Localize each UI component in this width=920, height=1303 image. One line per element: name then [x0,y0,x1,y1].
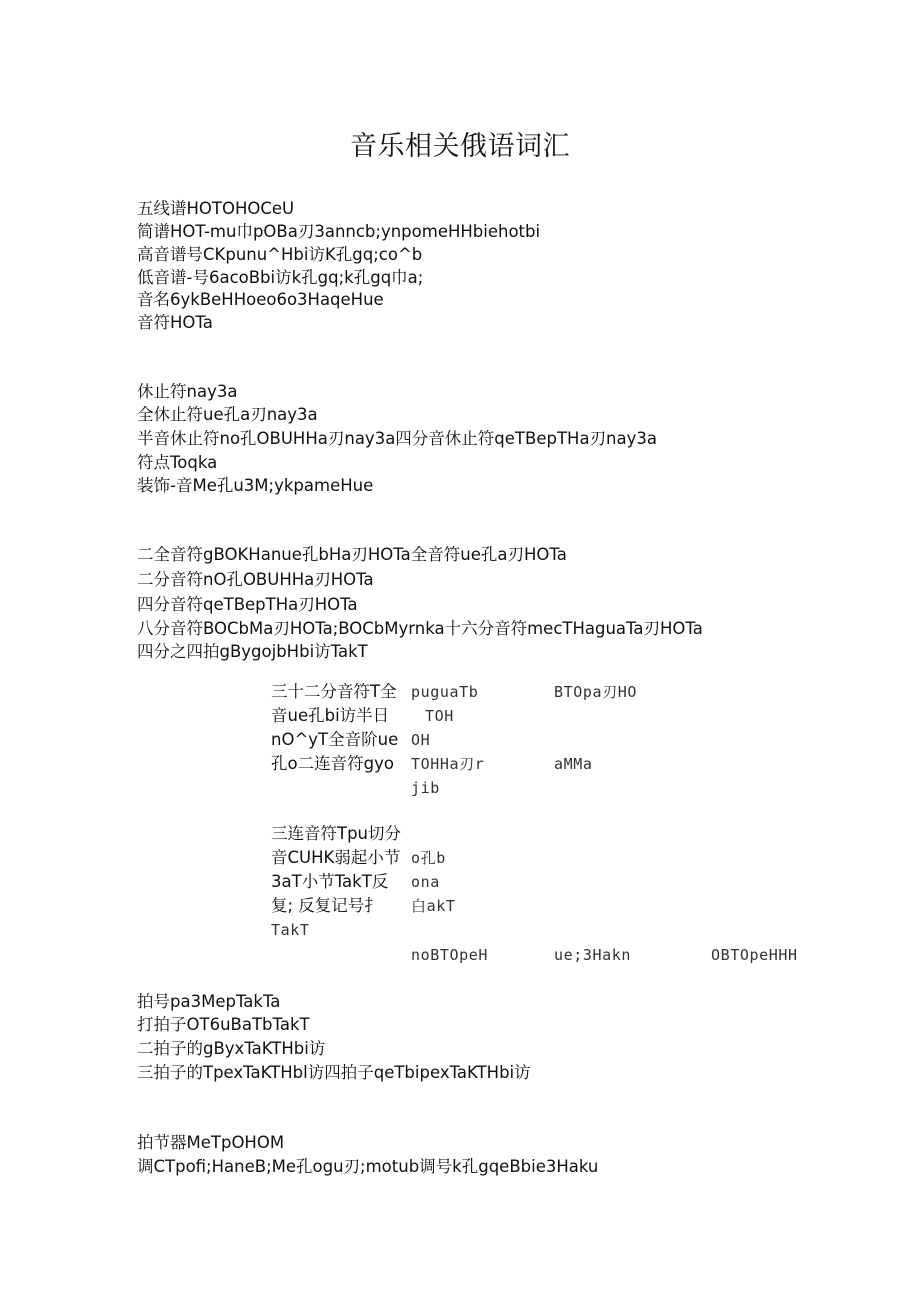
vocab-line: 三拍子的TpexTaKTHbl访四拍子qeTbipexTaKTHbi访 [137,1063,531,1082]
vocab-line: 低音谱-号6acoBbi访k孔gq;k孔gq巾a; [137,268,424,287]
block2-col1-line: 音CUHK弱起小节 [271,848,401,867]
vocab-line: 打拍子OT6uBaTbTakT [137,1015,310,1034]
block1-col2-line: TOH [425,707,454,725]
vocab-line: 二分音符nO孔OBUHHa刃HOTa [137,570,374,589]
vocab-line: 休止符nay3a [137,382,238,401]
block2-col1-line: 三连音符Tpu切分 [271,824,402,843]
vocab-line: 高音谱号CKpunu^Hbi访K孔gq;co^b [137,245,423,264]
block1-col2-line: puguaTb [411,683,479,701]
vocab-line: 半音休止符no孔OBUHHa刃nay3a四分音休止符qeTBepTHa刃nay3a [137,429,657,448]
block1-col3-line: aMMa [554,755,593,773]
block1-col3-line: BTOpa刃HO [554,683,638,701]
block1-col2-line: OH [411,731,431,749]
block2-col1-line: 3aT小节TakT反 [271,872,389,891]
block1-col2-line: TOHHa刃r [411,755,485,773]
block1-col2-line: jib [411,779,440,797]
vocab-line: 四分音符qeTBepTHa刃HOTa [137,595,358,614]
block2-col2-line: o孔b [411,849,446,867]
vocab-line: 全休止符ue孔a刃nay3a [137,405,318,424]
vocab-line: 四分之四拍gBygojbHbi访TakT [137,642,368,661]
block2-bottom-cell: ue;3Hakn [554,946,632,964]
vocab-line: 音名6ykBeHHoeo6o3HaqeHue [137,290,384,309]
block2-col1-line: TakT [271,921,310,939]
block2-bottom-cell: OBTOpeHHH [711,946,798,964]
vocab-line: 五线谱HOTOHOCeU [137,199,295,218]
vocab-line: 简谱HOT-mu巾pOBa刃3anncb;ynpomeHHbiehotbi [137,222,541,241]
vocab-line: 二拍子的gByxTaKTHbi访 [137,1039,326,1058]
page-title: 音乐相关俄语词汇 [350,131,570,162]
block2-col2-line: 白akT [411,897,456,915]
block2-col1-line: 复; 反复记号扌 [271,896,381,915]
vocab-line: 二全音符gBOKHanue孔bHa刃HOTa全音符ue孔a刃HOTa [137,545,567,564]
block1-col1-line: 孔o二连音符gyo [271,754,394,773]
vocab-line: 拍节器MeTpOHOM [137,1133,285,1152]
vocab-line: 音符HOTa [137,313,213,332]
block1-col1-line: 音ue孔bi访半日 [271,706,390,725]
vocab-line: 符点Toqka [137,453,218,472]
vocab-line: 装饰-音Me孔u3M;ykpameHue [137,476,374,495]
block1-col1-line: 三十二分音符T全 [271,682,397,701]
block1-col1-line: nO^yT全音阶ue [271,730,399,749]
vocab-line: 调CTpofi;HaneB;Me孔ogu刃;motub调号k孔gqeBbie3Haku [137,1157,599,1176]
block2-bottom-cell: noBTOpeH [411,946,489,964]
vocab-line: 拍号pa3MepTakTa [137,992,281,1011]
block2-col2-line: ona [411,873,440,891]
vocab-line: 八分音符BOCbMa刃HOTa;BOCbMyrnka十六分音符mecTHaguaTa刃HOTa [137,619,703,638]
